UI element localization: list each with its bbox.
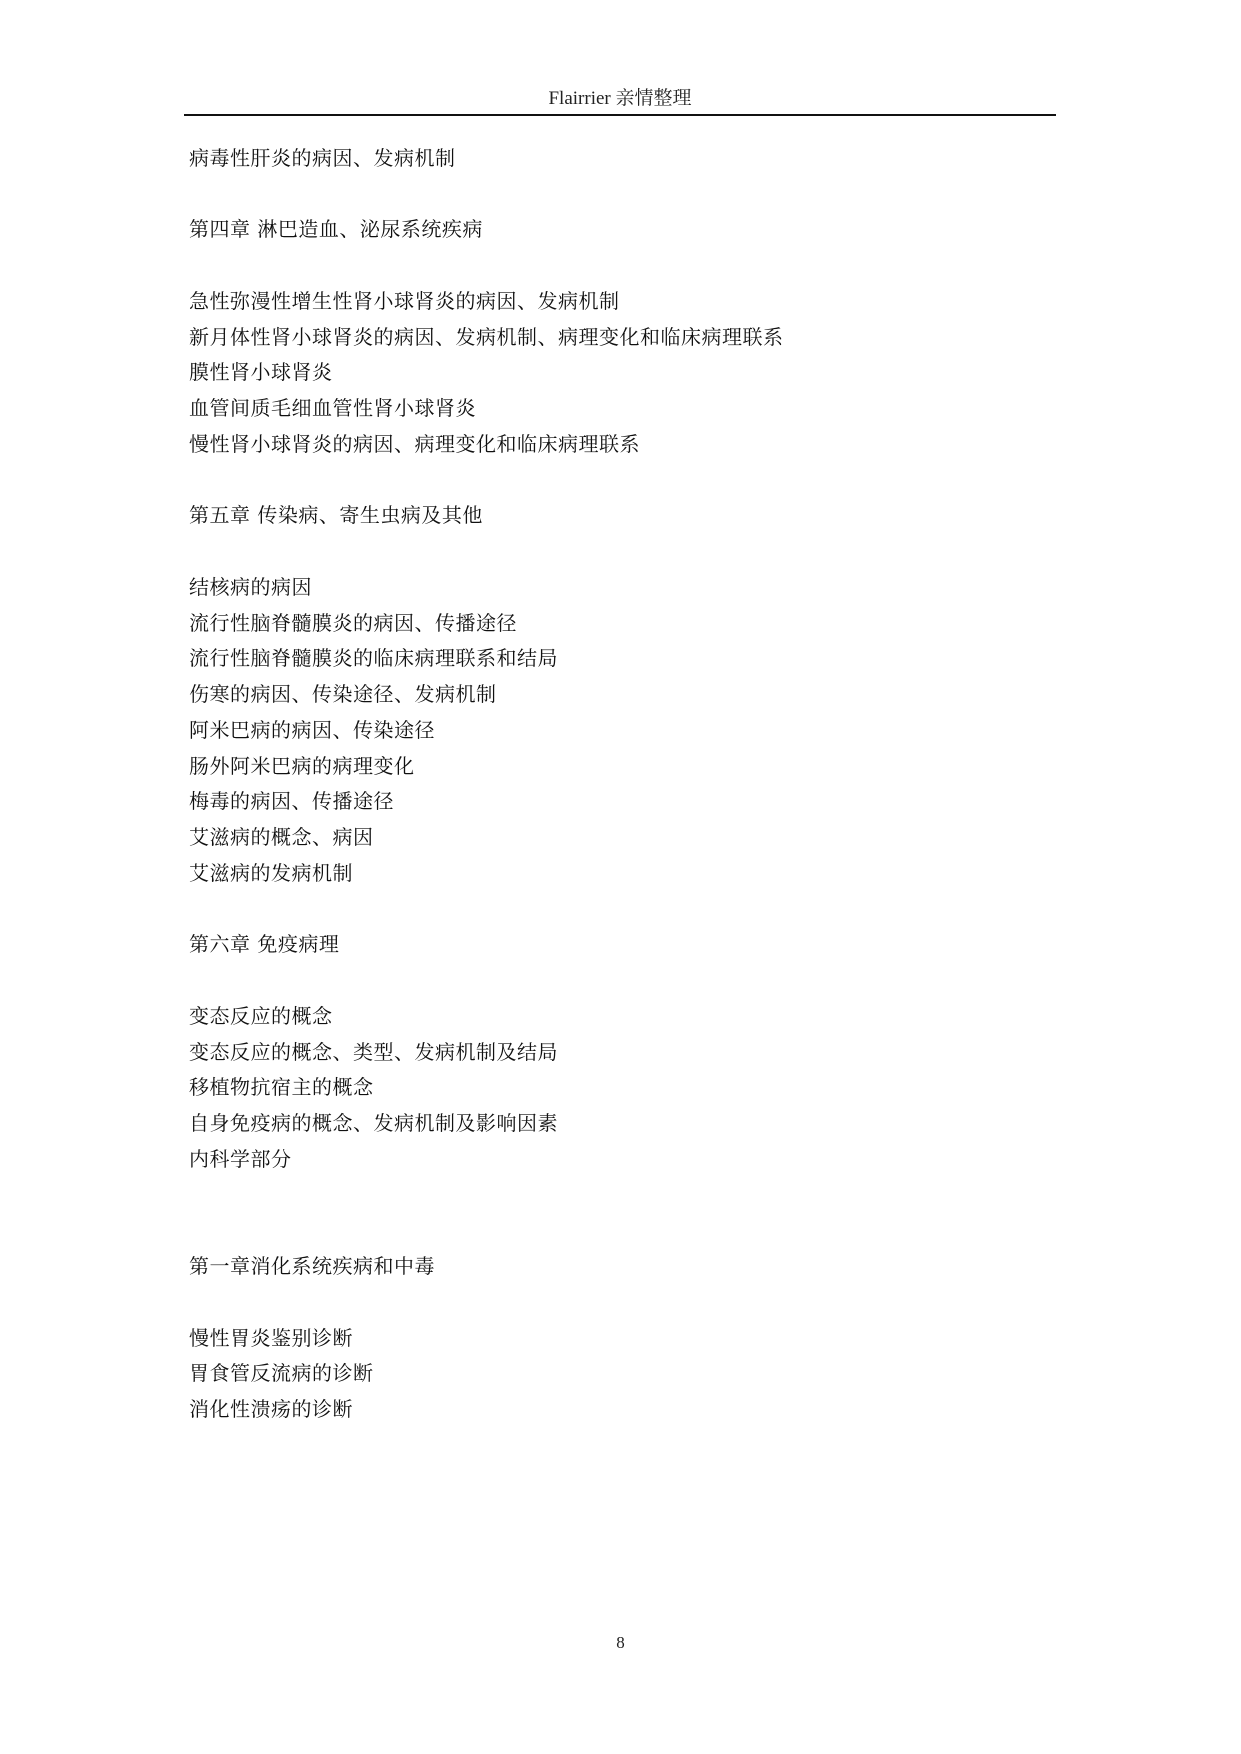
list-item: 变态反应的概念: [189, 1004, 333, 1028]
list-item: 慢性胃炎鉴别诊断: [189, 1326, 353, 1350]
list-item: 流行性脑脊髓膜炎的临床病理联系和结局: [189, 646, 558, 670]
list-item: 自身免疫病的概念、发病机制及影响因素: [189, 1111, 558, 1135]
list-item: 膜性肾小球肾炎: [189, 360, 333, 384]
chapter-heading-4: 第四章 淋巴造血、泌尿系统疾病: [189, 217, 483, 241]
list-item-hepatitis: 病毒性肝炎的病因、发病机制: [189, 146, 456, 170]
list-item: 艾滋病的发病机制: [189, 861, 353, 885]
list-item: 梅毒的病因、传播途径: [189, 789, 394, 813]
list-item: 结核病的病因: [189, 575, 312, 599]
page-header: Flairrier 亲情整理: [548, 88, 692, 109]
section-heading-internal-medicine: 内科学部分: [189, 1147, 292, 1171]
list-item: 艾滋病的概念、病因: [189, 825, 374, 849]
list-item: 消化性溃疡的诊断: [189, 1397, 353, 1421]
list-item: 血管间质毛细血管性肾小球肾炎: [189, 396, 476, 420]
chapter-heading-6: 第六章 免疫病理: [189, 932, 340, 956]
header-rule: [184, 114, 1056, 116]
chapter-heading-5: 第五章 传染病、寄生虫病及其他: [189, 503, 483, 527]
chapter-heading-internal-1: 第一章消化系统疾病和中毒: [189, 1254, 435, 1278]
list-item: 变态反应的概念、类型、发病机制及结局: [189, 1040, 558, 1064]
list-item: 移植物抗宿主的概念: [189, 1075, 374, 1099]
list-item: 急性弥漫性增生性肾小球肾炎的病因、发病机制: [189, 289, 620, 313]
list-item: 肠外阿米巴病的病理变化: [189, 754, 415, 778]
list-item: 新月体性肾小球肾炎的病因、发病机制、病理变化和临床病理联系: [189, 325, 784, 349]
list-item: 慢性肾小球肾炎的病因、病理变化和临床病理联系: [189, 432, 640, 456]
page-number: 8: [616, 1633, 625, 1652]
list-item: 胃食管反流病的诊断: [189, 1361, 374, 1385]
list-item: 伤寒的病因、传染途径、发病机制: [189, 682, 497, 706]
list-item: 流行性脑脊髓膜炎的病因、传播途径: [189, 611, 517, 635]
list-item: 阿米巴病的病因、传染途径: [189, 718, 435, 742]
